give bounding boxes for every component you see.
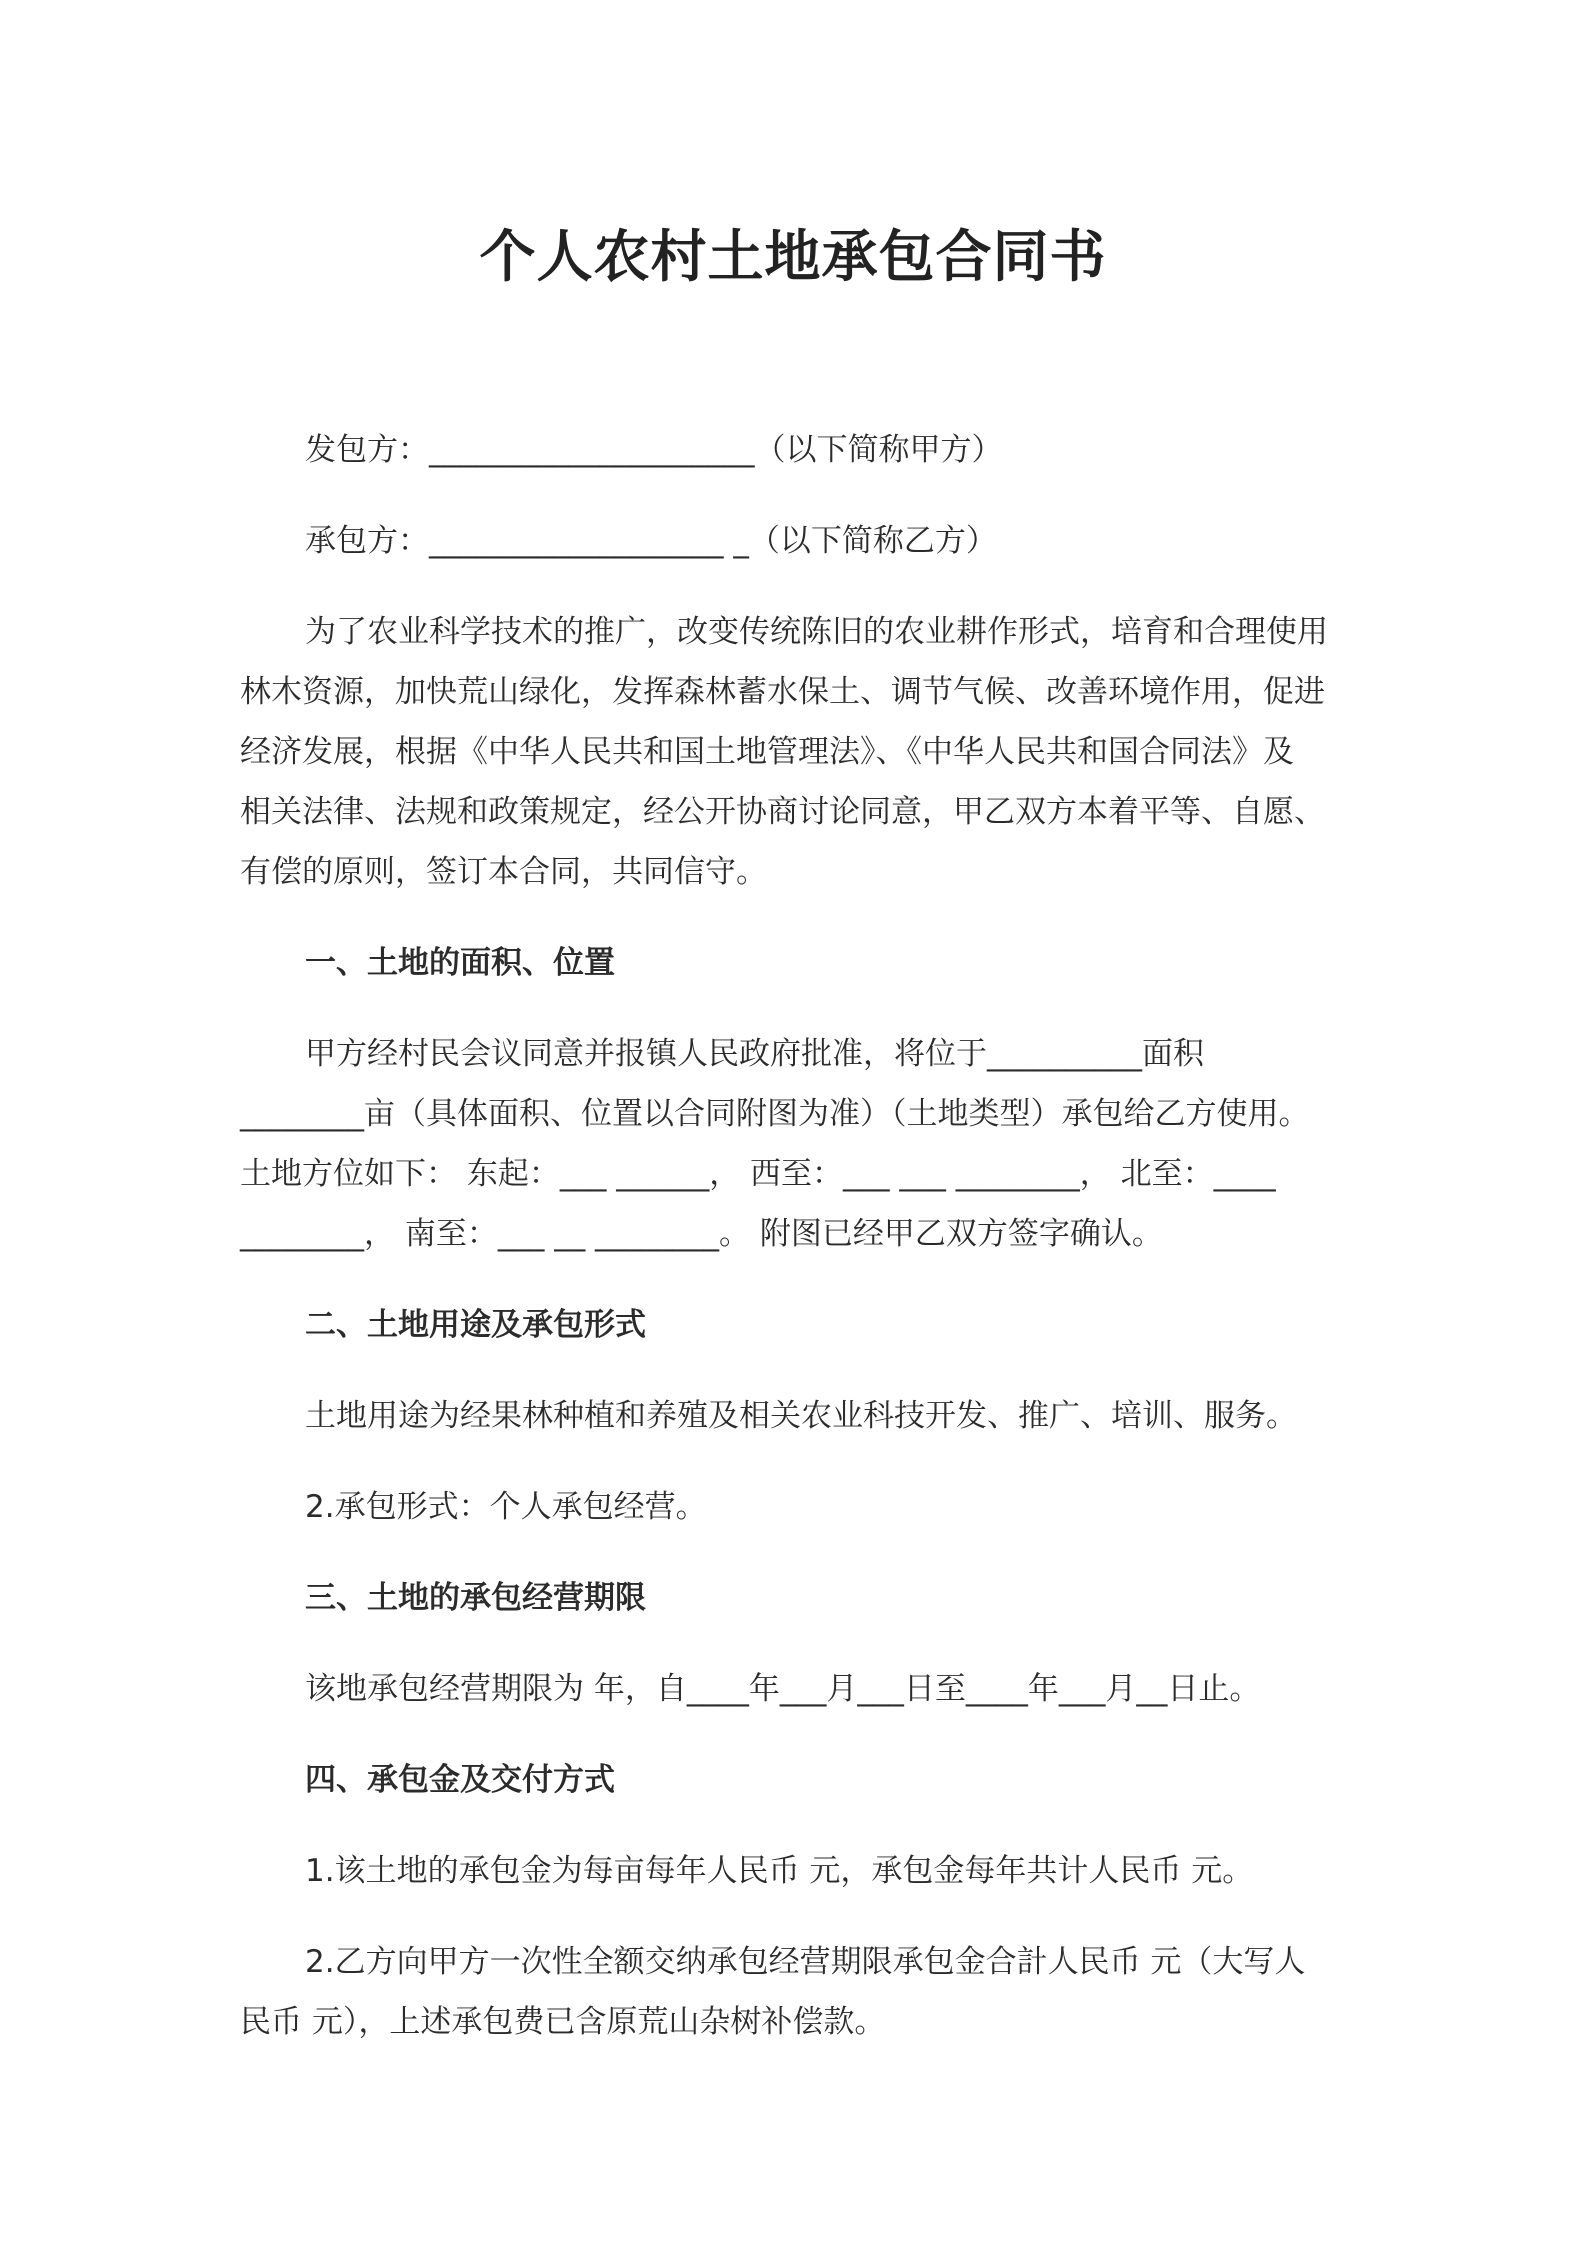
section-1-line-2: ________亩（具体面积、位置以合同附图为准）（土地类型）承包给乙方使用。	[240, 1096, 1310, 1132]
contractor-party-line: 承包方：___________________ _（以下简称乙方）	[305, 523, 997, 559]
section-2-line-2: 2.承包形式：个人承包经营。	[305, 1489, 707, 1525]
issuer-party-line: 发包方：_____________________（以下简称甲方）	[305, 432, 1003, 468]
section-2-line-1: 土地用途为经果林种植和养殖及相关农业科技开发、推广、培训、服务。	[305, 1398, 1297, 1434]
preamble-line-3: 经济发展，根据《中华人民共和国土地管理法》、《中华人民共和国合同法》及	[240, 734, 1294, 770]
section-3-heading: 三、土地的承包经营期限	[305, 1580, 646, 1616]
section-3-line-1: 该地承包经营期限为 年，自____年___月___日至____年___月__日止。	[305, 1671, 1261, 1707]
section-1-heading: 一、土地的面积、位置	[305, 945, 615, 981]
section-1-line-4: ________， 南至：___ __ ________。 附图已经甲乙双方签字确认。	[240, 1216, 1163, 1252]
section-2-heading: 二、土地用途及承包形式	[305, 1307, 646, 1343]
section-4-line-1: 1.该土地的承包金为每亩每年人民币 元，承包金每年共计人民币 元。	[305, 1853, 1254, 1889]
section-4-line-2: 2.乙方向甲方一次性全额交纳承包经营期限承包金合計人民币 元（大写人	[305, 1944, 1306, 1980]
preamble-line-5: 有偿的原则，签订本合同，共同信守。	[240, 854, 767, 890]
section-1-line-1: 甲方经村民会议同意并报镇人民政府批准，将位于__________面积	[305, 1036, 1204, 1072]
section-4-line-3: 民币 元），上述承包费已含原荒山杂树补偿款。	[240, 2004, 886, 2040]
preamble-line-2: 林木资源，加快荒山绿化，发挥森林蓄水保土、调节气候、改善环境作用，促进	[240, 674, 1325, 710]
section-1-line-3: 土地方位如下： 东起：___ ______， 西至：___ ___ ________， 北至：____	[240, 1156, 1276, 1192]
document-title: 个人农村土地承包合同书	[479, 225, 1107, 290]
preamble-line-4: 相关法律、法规和政策规定，经公开协商讨论同意，甲乙双方本着平等、自愿、	[240, 794, 1325, 830]
section-4-heading: 四、承包金及交付方式	[305, 1762, 615, 1798]
preamble-line-1: 为了农业科学技术的推广，改变传统陈旧的农业耕作形式，培育和合理使用	[305, 614, 1328, 650]
